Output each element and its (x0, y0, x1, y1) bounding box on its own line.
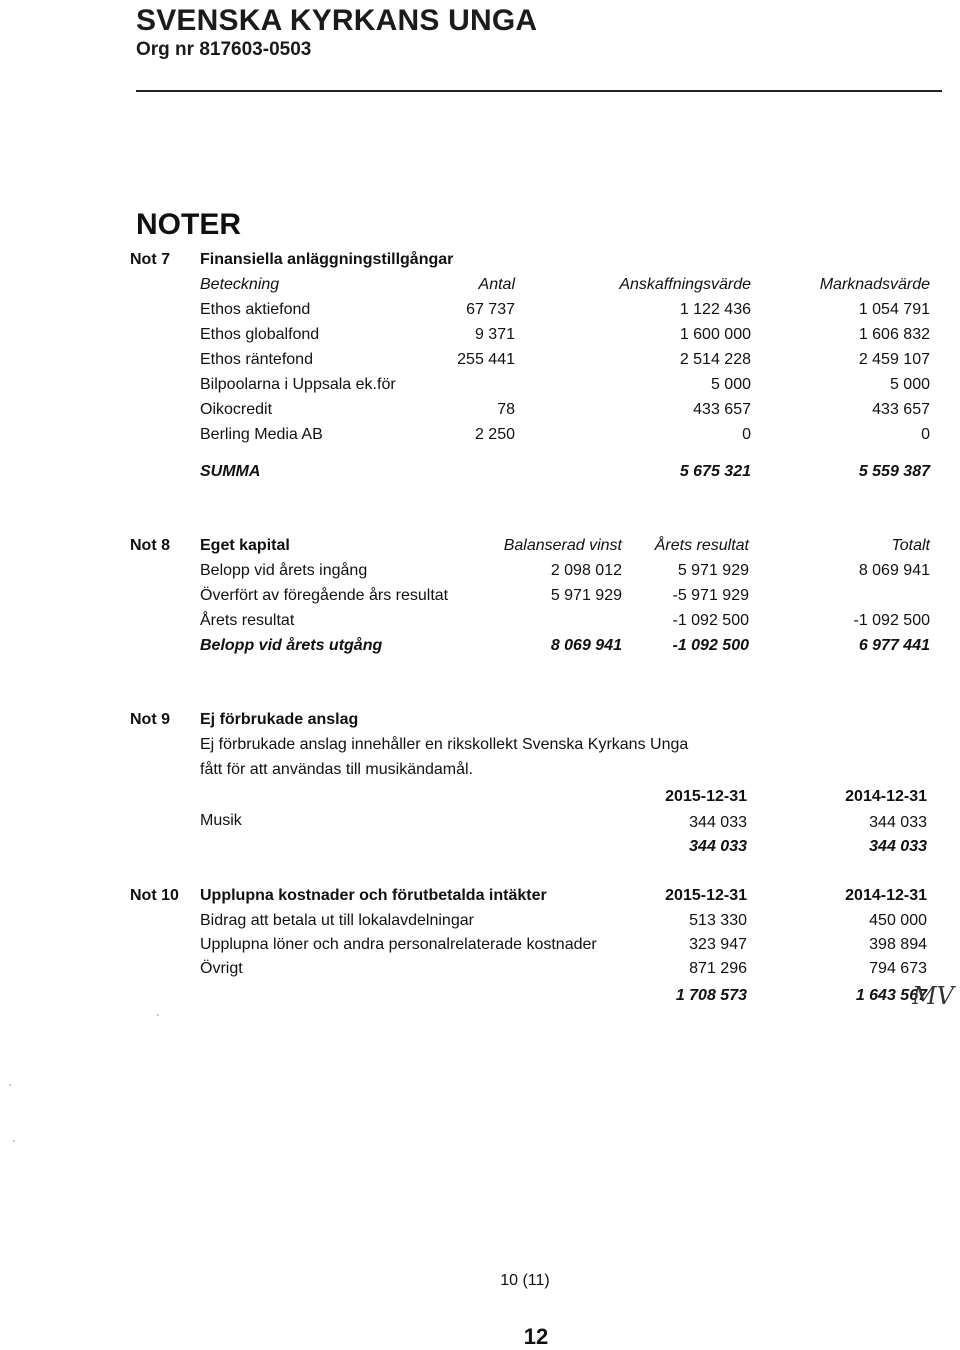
table-row (0, 373, 960, 397)
total-value: -1 092 500 (672, 637, 749, 654)
table-row (0, 398, 960, 422)
page-number: 10 (11) (500, 1272, 550, 1289)
column-header: Marknadsvärde (819, 276, 930, 293)
table-row (0, 809, 960, 833)
cell-value: 255 441 (457, 351, 515, 368)
table-row (0, 584, 960, 608)
cell-value: 5 971 929 (550, 587, 622, 604)
column-header: 2015-12-31 (665, 788, 747, 805)
row-label: Årets resultat (200, 612, 295, 629)
scan-speck (157, 1014, 159, 1016)
table-row (0, 909, 960, 933)
table-row (0, 348, 960, 372)
section-title: NOTER (136, 208, 241, 241)
note-9-title-row (0, 708, 960, 732)
table-header-row (0, 785, 960, 809)
total-value: 1 643 567 (855, 987, 927, 1004)
column-header: Totalt (891, 537, 930, 554)
cell-value: 2 098 012 (550, 562, 622, 579)
row-label: Belopp vid årets ingång (200, 562, 368, 579)
scan-speck (13, 1140, 15, 1142)
cell-value: 5 000 (889, 376, 930, 393)
note-title: Ej förbrukade anslag (200, 711, 359, 728)
cell-value: 344 033 (869, 814, 927, 831)
row-label: Oikocredit (200, 401, 273, 418)
note-number: Not 9 (130, 711, 170, 728)
table-header-row (0, 273, 960, 297)
cell-value: -5 971 929 (672, 587, 749, 604)
table-row (0, 933, 960, 957)
column-header: Anskaffningsvärde (619, 276, 751, 293)
total-value: 344 033 (869, 838, 927, 855)
table-header-row (0, 534, 960, 558)
column-header: 2015-12-31 (665, 887, 747, 904)
cell-value: 2 514 228 (679, 351, 751, 368)
row-label: Överfört av föregående års resultat (200, 587, 449, 604)
table-row (0, 423, 960, 447)
note-title: Finansiella anläggningstillgångar (200, 251, 454, 268)
note-text-line: Ej förbrukade anslag innehåller en rikskollekt Svenska Kyrkans Unga (200, 736, 689, 753)
stamped-page-number: 12 (523, 1324, 549, 1349)
column-header: 2014-12-31 (845, 788, 927, 805)
row-label: Upplupna löner och andra personalrelaterade kostnader (200, 936, 597, 953)
cell-value: 398 894 (869, 936, 927, 953)
total-row (0, 460, 960, 484)
cell-value: -1 092 500 (672, 612, 749, 629)
column-header: Årets resultat (654, 537, 749, 554)
row-label: Bilpoolarna i Uppsala ek.för (200, 376, 396, 393)
row-label: Ethos globalfond (200, 326, 320, 343)
total-value: 6 977 441 (858, 637, 930, 654)
table-row (0, 323, 960, 347)
total-label: SUMMA (200, 463, 261, 480)
note-number: Not 8 (130, 537, 170, 554)
cell-value: 323 947 (689, 936, 747, 953)
header-divider (136, 90, 942, 92)
table-row (0, 559, 960, 583)
table-row (0, 957, 960, 981)
note-title: Eget kapital (200, 537, 290, 554)
cell-value: 794 673 (869, 960, 927, 977)
cell-value: 1 600 000 (679, 326, 751, 343)
cell-value: 2 250 (474, 426, 515, 443)
note-text-line: fått för att användas till musikändamål. (200, 761, 474, 778)
total-row (0, 634, 960, 658)
row-label: Berling Media AB (200, 426, 323, 443)
total-row (0, 984, 960, 1008)
scan-speck (9, 1084, 11, 1086)
row-label: Bidrag att betala ut till lokalavdelningar (200, 912, 474, 929)
column-header: 2014-12-31 (845, 887, 927, 904)
note-title: Upplupna kostnader och förutbetalda intäkter (200, 887, 547, 904)
note-number: Not 10 (130, 887, 179, 904)
row-label: Ethos aktiefond (200, 301, 311, 318)
cell-value: 344 033 (689, 814, 747, 831)
column-header: Balanserad vinst (503, 537, 622, 554)
total-value: 5 675 321 (679, 463, 751, 480)
table-row (0, 298, 960, 322)
cell-value: 2 459 107 (858, 351, 930, 368)
cell-value: 433 657 (693, 401, 751, 418)
note-7-title-row (0, 248, 960, 272)
note-text (0, 758, 960, 782)
column-header: Antal (478, 276, 515, 293)
cell-value: 5 000 (710, 376, 751, 393)
handwritten-initials: MV (912, 982, 954, 1010)
row-label: Musik (200, 812, 242, 829)
cell-value: 0 (742, 426, 751, 443)
table-row (0, 609, 960, 633)
organization-name: SVENSKA KYRKANS UNGA (136, 4, 538, 37)
cell-value: 1 122 436 (679, 301, 751, 318)
cell-value: 433 657 (872, 401, 930, 418)
total-value: 1 708 573 (675, 987, 747, 1004)
total-value: 344 033 (689, 838, 747, 855)
cell-value: 5 971 929 (677, 562, 749, 579)
total-value: 5 559 387 (858, 463, 930, 480)
cell-value: 8 069 941 (858, 562, 930, 579)
cell-value: 0 (921, 426, 930, 443)
cell-value: -1 092 500 (853, 612, 930, 629)
cell-value: 450 000 (869, 912, 927, 929)
table-header-row (0, 884, 960, 908)
organization-number: Org nr 817603-0503 (136, 39, 312, 60)
row-label: Ethos räntefond (200, 351, 313, 368)
cell-value: 78 (497, 401, 515, 418)
column-header: Beteckning (200, 276, 280, 293)
total-row (0, 835, 960, 859)
cell-value: 871 296 (689, 960, 747, 977)
row-label: Övrigt (200, 960, 243, 977)
cell-value: 67 737 (466, 301, 515, 318)
note-text (0, 733, 960, 757)
cell-value: 1 054 791 (858, 301, 930, 318)
total-label: Belopp vid årets utgång (200, 637, 383, 654)
total-value: 8 069 941 (550, 637, 622, 654)
cell-value: 1 606 832 (858, 326, 930, 343)
cell-value: 9 371 (474, 326, 515, 343)
note-number: Not 7 (130, 251, 170, 268)
cell-value: 513 330 (689, 912, 747, 929)
